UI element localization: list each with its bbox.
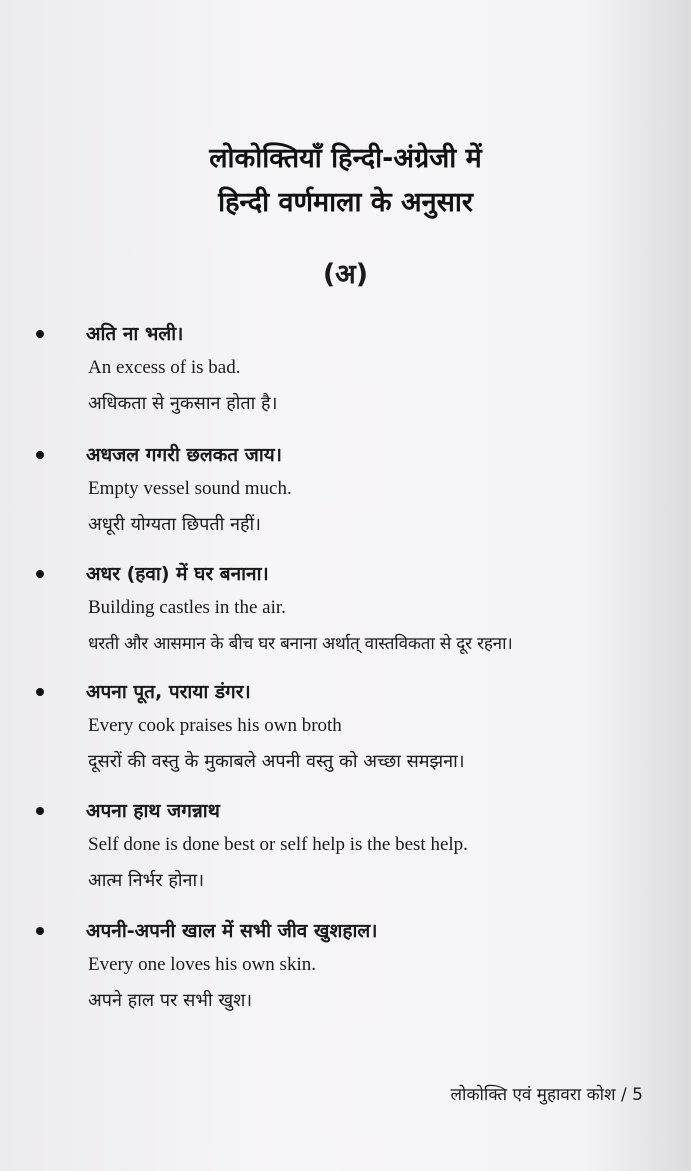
proverb-english: Self done is done best or self help is the best help. [88, 834, 468, 855]
page-number: 5 [632, 1085, 643, 1105]
section-heading: (अ) [322, 259, 369, 290]
proverb-meaning: दूसरों की वस्तु के मुकाबले अपनी वस्तु को अच्छा समझना। [88, 751, 465, 772]
footer-separator: / [621, 1085, 627, 1105]
proverb-meaning: अपने हाल पर सभी खुश। [88, 990, 253, 1011]
proverb-english: An excess of is bad. [88, 357, 241, 378]
bullet-icon [36, 688, 44, 696]
page-footer [451, 1082, 643, 1105]
bullet-icon [36, 451, 44, 459]
bullet-icon [36, 927, 44, 935]
proverb-meaning: अधूरी योग्यता छिपती नहीं। [88, 514, 261, 535]
proverb-hindi: अपना पूत, पराया डंगर। [86, 681, 251, 703]
proverb-english: Building castles in the air. [88, 597, 286, 618]
proverb-hindi: अधर (हवा) में घर बनाना। [86, 563, 269, 585]
proverb-english: Every one loves his own skin. [88, 954, 316, 975]
proverb-meaning: धरती और आसमान के बीच घर बनाना अर्थात् वास्तविकता से दूर रहना। [88, 634, 513, 654]
bullet-icon [36, 807, 44, 815]
proverb-meaning: आत्म निर्भर होना। [88, 870, 205, 891]
proverb-meaning: अधिकता से नुकसान होता है। [88, 393, 278, 414]
proverb-hindi: अपनी-अपनी खाल में सभी जीव खुशहाल। [86, 920, 378, 942]
proverb-hindi: अति ना भली। [86, 323, 184, 345]
page-title-line-2: हिन्दी वर्णमाला के अनुसार [218, 187, 473, 218]
page-title-line-1: लोकोक्तियाँ हिन्दी-अंग्रेजी में [209, 143, 482, 174]
proverb-hindi: अधजल गगरी छलकत जाय। [86, 444, 282, 466]
bullet-icon [36, 570, 44, 578]
proverb-english: Every cook praises his own broth [88, 715, 342, 736]
bullet-icon [36, 330, 44, 338]
proverb-hindi: अपना हाथ जगन्नाथ [86, 800, 220, 822]
proverb-english: Empty vessel sound much. [88, 478, 292, 499]
footer-book-title: लोकोक्ति एवं मुहावरा कोश [450, 1085, 616, 1105]
